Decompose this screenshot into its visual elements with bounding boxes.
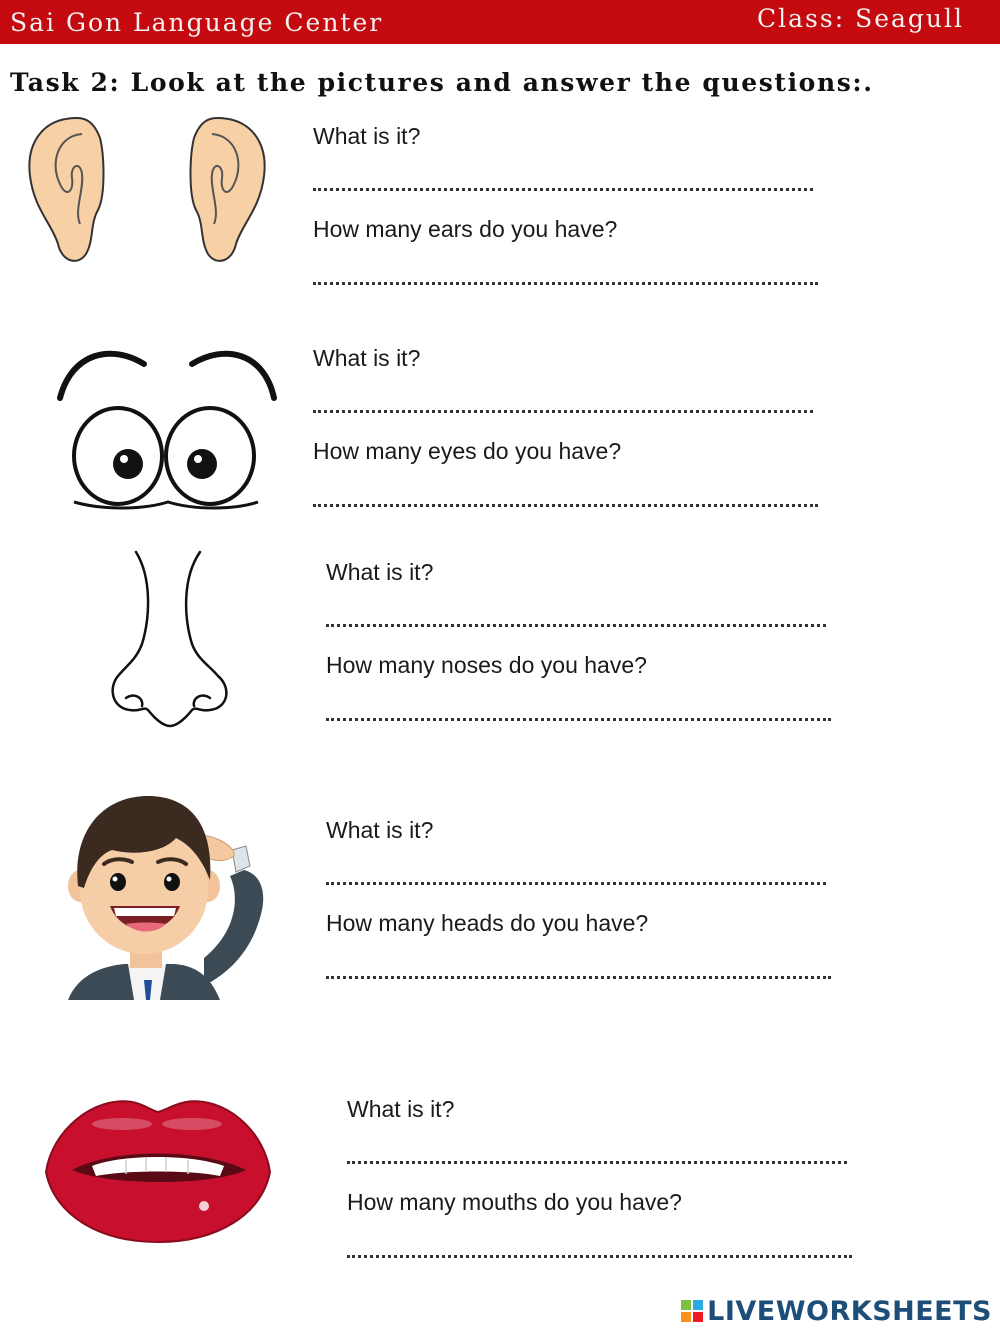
answer-how-many-field[interactable]	[326, 718, 831, 721]
question-item-mouth	[0, 1080, 1000, 1270]
question-what-label: What is it?	[326, 817, 434, 843]
eyes-icon	[52, 340, 282, 510]
question-what-label: What is it?	[326, 559, 434, 585]
answer-how-many-field[interactable]	[313, 504, 818, 507]
question-item-ears	[0, 110, 1000, 300]
class-label: Class: Seagull	[757, 4, 964, 33]
ears-icon	[22, 114, 272, 270]
answer-what-field[interactable]	[326, 624, 826, 627]
answer-how-many-field[interactable]	[347, 1255, 852, 1258]
answer-what-field[interactable]	[313, 410, 813, 413]
header-bar	[0, 0, 1000, 44]
liveworksheets-badge-icon	[681, 1300, 703, 1322]
mouth-icon	[42, 1090, 272, 1246]
question-what-label: What is it?	[313, 123, 421, 149]
question-item-eyes	[0, 332, 1000, 522]
answer-what-field[interactable]	[326, 882, 826, 885]
question-what-label: What is it?	[313, 345, 421, 371]
school-name: Sai Gon Language Center	[10, 8, 384, 37]
question-what-label: What is it?	[347, 1096, 455, 1122]
answer-how-many-field[interactable]	[326, 976, 831, 979]
question-how-many-label: How many ears do you have?	[313, 216, 618, 242]
liveworksheets-brand: LIVEWORKSHEETS	[707, 1295, 992, 1327]
nose-icon	[106, 548, 230, 732]
answer-how-many-field[interactable]	[313, 282, 818, 285]
answer-what-field[interactable]	[313, 188, 813, 191]
question-how-many-label: How many eyes do you have?	[313, 438, 622, 464]
task-title: Task 2: Look at the pictures and answer the questions:.	[10, 68, 874, 97]
question-item-nose	[0, 546, 1000, 736]
head-icon	[64, 790, 274, 1002]
question-how-many-label: How many mouths do you have?	[347, 1189, 682, 1215]
answer-what-field[interactable]	[347, 1161, 847, 1164]
question-how-many-label: How many heads do you have?	[326, 910, 649, 936]
question-item-head	[0, 790, 1000, 1005]
liveworksheets-logo	[681, 1296, 992, 1326]
question-how-many-label: How many noses do you have?	[326, 652, 647, 678]
